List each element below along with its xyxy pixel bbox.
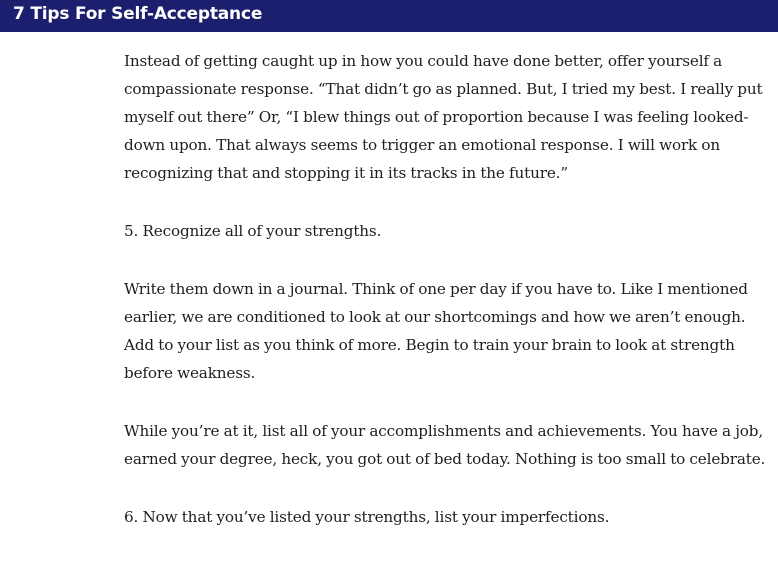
title-bar: [0, 0, 778, 32]
tip-6-heading: 6. Now that you’ve listed your strengths, list your imperfections.: [124, 508, 610, 526]
article-body: [124, 47, 772, 561]
paragraph-journal: Write them down in a journal. Think of one per day if you have to. Like I mentioned earlier, we are conditioned to look at our shortcomings and how we aren’t enough. Add to your list as you think of more. Begin to train your brain to look at strength before weakness.: [124, 280, 748, 382]
paragraph-accomplishments: While you’re at it, list all of your accomplishments and achievements. You have a job, earned your degree, heck, you got out of bed today. Nothing is too small to celebrate.: [124, 422, 766, 468]
paragraph-compassionate-response: Instead of getting caught up in how you could have done better, offer yourself a compassionate response. “That didn’t go as planned. But, I tried my best. I really put myself out there” Or, “I blew things out of proportion because I was feeling looked-down upon. That always seems to trigger an emotional response. I will work on recognizing that and stopping it in its tracks in the future.”: [124, 52, 763, 182]
page-title: 7 Tips For Self-Acceptance: [13, 4, 263, 24]
tip-5-heading: 5. Recognize all of your strengths.: [124, 222, 382, 240]
